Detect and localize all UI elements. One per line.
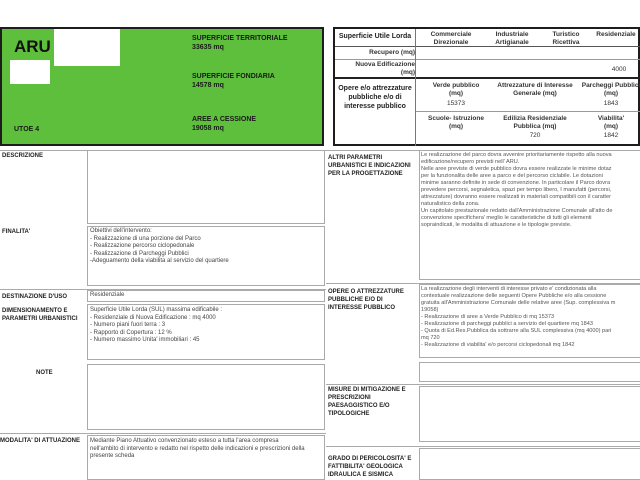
note-box bbox=[87, 364, 325, 430]
section-divider bbox=[326, 446, 640, 447]
recupero-label: Recupero (mq) bbox=[369, 49, 415, 56]
scuole-label: Scuole- Istruzione (mq) bbox=[428, 115, 484, 130]
redacted-box bbox=[10, 60, 50, 84]
sul-opere-table bbox=[333, 27, 640, 146]
parcheggi-value: 1843 bbox=[603, 100, 619, 107]
altri-parametri-text: Le realizzazione del parco dovra avvenire prioritariamente rispetto alla nuova edificazione/recupero previsti nell' ARU. Nelle aree previste di verde pubblico dovra essere realizzate le minime dotaz per la funzionalita delle aree a parco e del percorso ciclabile. Le dotazioni minime saranno definite in sede di convenzione. In particolare il Parco dovra prevedere percorsi, segnaletica, spazi per tempo libero, I manufatti (percorsi, attrezzature) dovranno essere realizzati in materiali compatibili con il caratter naturalistico della zona. Un capitolato prestazionale redatto dall'Amministrazione Comunale all'atto de convenzione specifichera' meglio le caratteristiche di tutti gli elementi sopraindicati, le modalita di attuazione e le tipologie previste. bbox=[421, 152, 613, 228]
note-label: NOTE bbox=[36, 370, 53, 376]
opere-label: OPERE O ATTREZZATURE PUBBLICHE E/O DI INTERESSE PUBBLICO bbox=[328, 289, 404, 311]
opere-extra-box bbox=[419, 362, 640, 382]
sul-title: Superficie Utile Lorda bbox=[338, 33, 412, 40]
attrezzature-label: Attrezzature di Interesse Generale (mq) bbox=[497, 82, 573, 97]
table-divider bbox=[415, 111, 640, 112]
verde-value: 15373 bbox=[446, 100, 466, 107]
superficie-fondiaria-label: SUPERFICIE FONDIARIA bbox=[192, 73, 275, 80]
section-divider bbox=[326, 384, 640, 385]
table-divider bbox=[335, 77, 640, 79]
finalita-label: FINALITA' bbox=[2, 229, 31, 235]
edilizia-value: 720 bbox=[529, 132, 541, 139]
aru-code: ARU bbox=[14, 37, 51, 56]
table-divider bbox=[335, 59, 640, 60]
grado-box bbox=[419, 448, 640, 480]
descrizione-label: DESCRIZIONE bbox=[2, 153, 44, 159]
destinazione-label: DESTINAZIONE D'USO bbox=[2, 294, 68, 300]
col-turistico: Turistico Ricettiva bbox=[552, 31, 580, 46]
table-divider bbox=[415, 29, 416, 146]
nuova-edificazione-label: Nuova Edificazione (mq) bbox=[355, 61, 415, 76]
dimensionamento-label: DIMENSIONAMENTO E PARAMETRI URBANISTICI bbox=[2, 308, 78, 322]
col-commerciale: Commerciale Direzionale bbox=[430, 31, 472, 46]
opere-title: Opere e/o attrezzature pubbliche e/o di interesse pubblico bbox=[338, 85, 412, 110]
section-divider bbox=[0, 433, 326, 434]
modalita-text: Mediante Piano Attuativo convenzionato esteso a tutta l'area compresa nell'ambito di intervento e redatto nel rispetto delle indicazioni e prescrizioni della presente scheda bbox=[90, 438, 305, 459]
col-industriale: Industriale Artigianale bbox=[495, 31, 529, 46]
superficie-territoriale-label: SUPERFICIE TERRITORIALE bbox=[192, 35, 288, 42]
verde-label: Verde pubblico (mq) bbox=[432, 82, 480, 97]
opere-text: La realizzazione degli interventi di interesse privato e' condizionata alla contestuale realizzazione delle seguenti Opere Pubbliche e/o alla cessione gratuita all'Amministrazione Comunale delle relative aree (Sup. complessiva m 19058) - Realizzazione di aree a Verde Pubblico di mq 15373 - Realizzazione di parcheggi pubblici a servizio del quartiere mq 1843 - Quota di Ed.Res.Pubblica da sottrarre alla SUL complessiva (mq 4000) pari mq 720 - Realizzazione di viabilita' e/o percorsi ciclopedonali mq 1842 bbox=[421, 286, 616, 348]
aree-cessione-label: AREE A CESSIONE bbox=[192, 116, 257, 123]
modalita-label: MODALITA' DI ATTUAZIONE bbox=[0, 438, 80, 444]
parcheggi-label: Parcheggi Pubblici (mq) bbox=[581, 82, 640, 97]
col-residenziale: Residenziale bbox=[596, 31, 636, 38]
altri-parametri-label: ALTRI PARAMETRI URBANISTICI E INDICAZIONI PER LA PROGETTAZIONE bbox=[328, 155, 411, 177]
aru-header-block bbox=[0, 27, 324, 146]
aree-cessione-value: 19058 mq bbox=[192, 125, 224, 132]
edilizia-label: Edilizia Residenziale Pubblica (mq) bbox=[503, 115, 567, 130]
misure-box bbox=[419, 386, 640, 442]
viabilita-label: Viabilita' (mq) bbox=[597, 115, 625, 130]
dimensionamento-text: Superficie Utile Lorda (SUL) massima edificabile : - Residenziale di Nuova Edificazione : mq 4000 - Numero piani fuori terra : 3 - Rapporto di Copertura : 12 % - Numero massimo Unita' immobiliari : 45 bbox=[90, 307, 223, 343]
superficie-fondiaria-value: 14578 mq bbox=[192, 82, 224, 89]
nuova-residenziale-value: 4000 bbox=[611, 66, 627, 73]
redacted-box bbox=[54, 29, 120, 66]
finalita-text: Obiettivi dell'intervento: - Realizzazione di una porzione del Parco - Realizzazione percorso ciclopedonale - Realizzazione di Parcheggi Pubblici -Adeguamento della viabilita al servizio del quartiere bbox=[90, 228, 229, 264]
destinazione-value: Residenziale bbox=[90, 292, 125, 298]
descrizione-box bbox=[87, 150, 325, 224]
utoe-label: UTOE 4 bbox=[14, 126, 40, 133]
misure-label: MISURE DI MITIGAZIONE E PRESCRIZIONI PAESAGGISTICO E/O TIPOLOGICHE bbox=[328, 387, 406, 417]
superficie-territoriale-value: 33635 mq bbox=[192, 44, 224, 51]
viabilita-value: 1842 bbox=[603, 132, 619, 139]
grado-label: GRADO DI PERICOLOSITA' E FATTIBILITA' GEOLOGICA IDRAULICA E SISMICA bbox=[328, 456, 412, 478]
